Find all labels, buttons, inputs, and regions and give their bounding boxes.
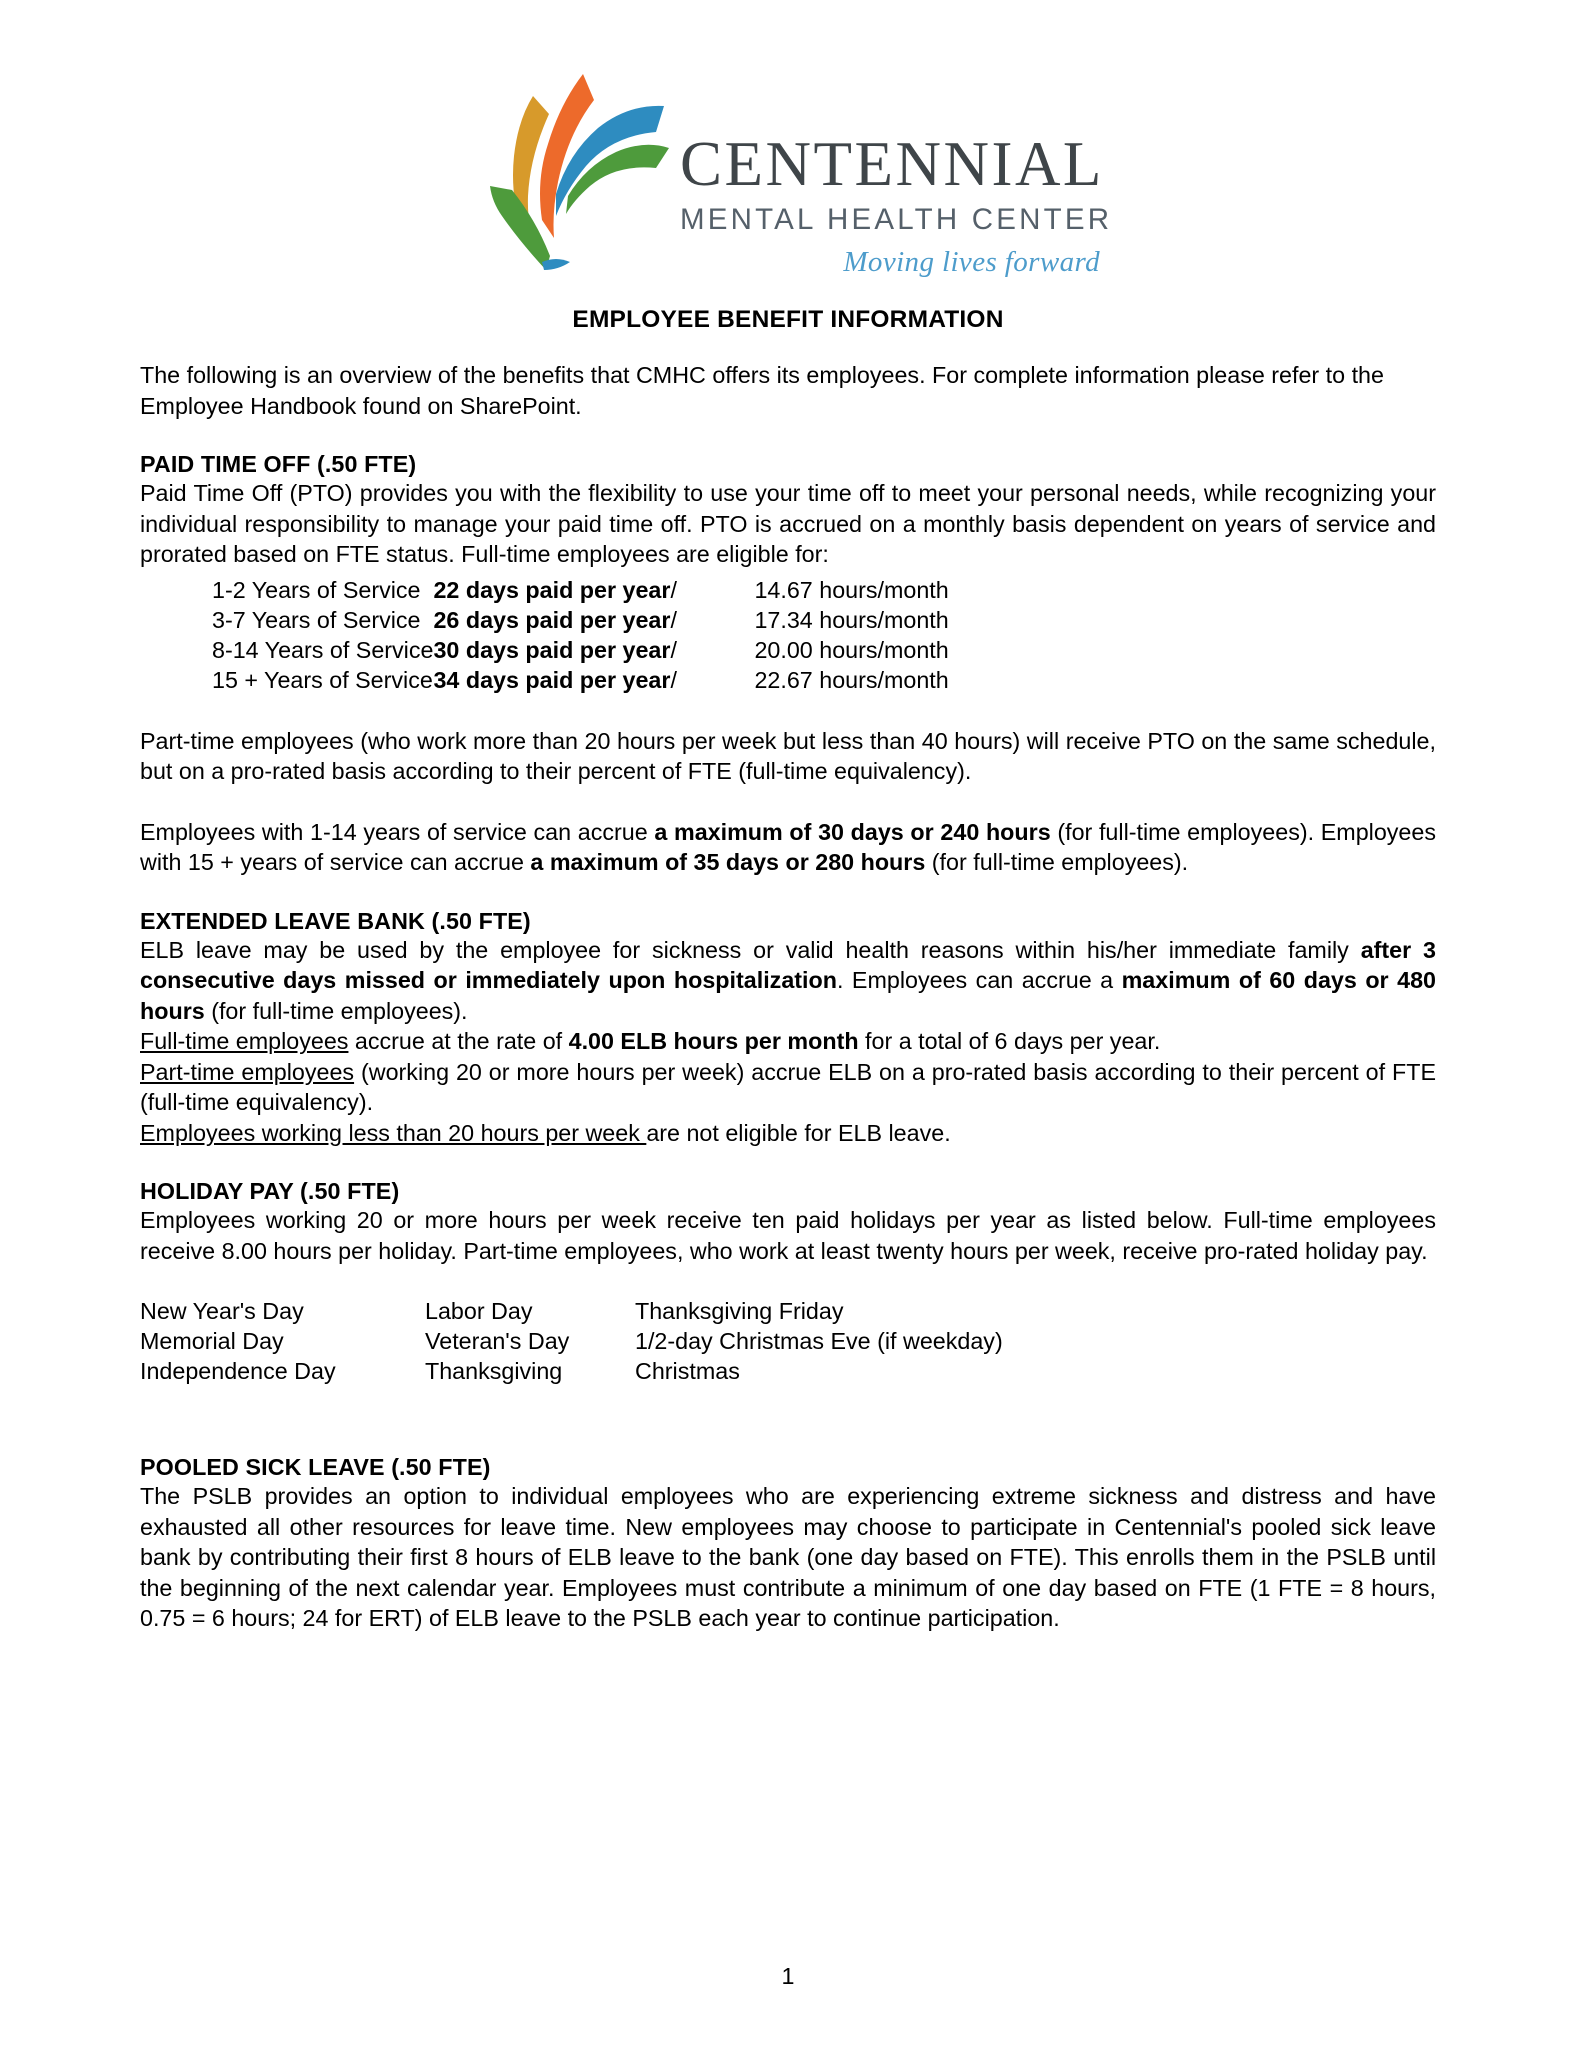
- holiday-body-paragraph: Employees working 20 or more hours per week receive ten paid holidays per year as listed below. Full-time employees receive 8.00 hours per holiday. Part-time employees, who work at least twenty hours per week, receive pro-rated holiday pay.: [140, 1207, 1436, 1264]
- holiday-cell: New Year's Day: [140, 1297, 304, 1324]
- pto-parttime-note: Part-time employees (who work more than 20 hours per week but less than 40 hours) will receive PTO on the same schedule, but on a pro-rated basis according to their percent of FTE (full-time equivalency).: [140, 727, 1436, 785]
- pto-days-cell: 30 days paid per year: [433, 637, 671, 664]
- pto-hours-cell: 14.67 hours/month: [754, 577, 949, 604]
- holiday-cell: Christmas: [635, 1357, 740, 1384]
- logo-subtitle: MENTAL HEALTH CENTER: [680, 203, 1113, 237]
- table-row: [212, 636, 949, 666]
- pto-years-cell: 1-2 Years of Service: [212, 577, 421, 604]
- elb-paragraph-2: [140, 1026, 1436, 1057]
- elb-underline-parttime: Part-time employees: [140, 1058, 355, 1085]
- elb-text-1b: . Employees can accrue a: [836, 967, 1122, 994]
- logo-wordmark: CENTENNIAL: [680, 129, 1104, 199]
- pto-hours-cell: 20.00 hours/month: [754, 637, 949, 664]
- section-heading-holiday-pay: HOLIDAY PAY (.50 FTE): [140, 1178, 400, 1205]
- elb-underline-fulltime: Full-time employees: [140, 1028, 349, 1055]
- holiday-list-table: [140, 1296, 1436, 1386]
- pto-days-cell: 26 days paid per year: [433, 607, 671, 634]
- elb-text-1c: (for full-time employees).: [204, 997, 468, 1024]
- pto-accrual-text-1: Employees with 1-14 years of service can accrue: [140, 818, 655, 845]
- holiday-cell: Independence Day: [140, 1357, 336, 1384]
- pto-slash-cell: /: [670, 637, 677, 664]
- elb-text-2a: accrue at the rate of: [348, 1028, 569, 1055]
- pto-hours-cell: 17.34 hours/month: [754, 607, 949, 634]
- company-logo: [140, 0, 1436, 284]
- section-heading-paid-time-off: PAID TIME OFF (.50 FTE): [140, 451, 417, 478]
- pto-accrual-bold-1: a maximum of 30 days or 240 hours: [654, 818, 1051, 845]
- elb-paragraph-3: [140, 1057, 1436, 1118]
- pto-accrual-text-3: (for full-time employees).: [925, 849, 1189, 876]
- holiday-cell: Labor Day: [425, 1297, 533, 1324]
- pto-years-cell: 8-14 Years of Service: [212, 637, 434, 664]
- table-row: [212, 606, 949, 636]
- pto-days-cell: 22 days paid per year: [433, 577, 671, 604]
- pto-slash-cell: /: [670, 577, 677, 604]
- table-row: [212, 666, 949, 696]
- table-row: [140, 1326, 1436, 1356]
- elb-text-4a: are not eligible for ELB leave.: [646, 1119, 951, 1146]
- holiday-cell: 1/2-day Christmas Eve (if weekday): [635, 1327, 1003, 1354]
- elb-bold-2: maximum of 60 days or 480 hours: [140, 967, 1436, 1024]
- section-heading-extended-leave-bank: EXTENDED LEAVE BANK (.50 FTE): [140, 907, 531, 934]
- pto-hours-cell: 22.67 hours/month: [754, 667, 949, 694]
- elb-text-3a: (working 20 or more hours per week) accrue ELB on a pro-rated basis according to their percent of FTE (full-time equivalency).: [140, 1058, 1436, 1116]
- elb-text-1a: ELB leave may be used by the employee for sickness or valid health reasons within his/her immediate family: [140, 936, 1361, 963]
- table-row: [140, 1356, 1436, 1386]
- logo-tagline: Moving lives forward: [843, 246, 1100, 279]
- pto-slash-cell: /: [670, 607, 677, 634]
- pto-accrual-text-2: (for full-time employees). Employees with 15 + years of service can accrue: [140, 818, 1436, 876]
- pto-accrual-bold-2: a maximum of 35 days or 280 hours: [530, 849, 926, 876]
- elb-paragraph-1: [140, 935, 1436, 1027]
- pto-accrual-table: [212, 576, 949, 696]
- intro-paragraph: The following is an overview of the benefits that CMHC offers its employees. For complete information please refer to the Employee Handbook found on SharePoint.: [140, 362, 1384, 419]
- pto-slash-cell: /: [670, 667, 677, 694]
- table-row: [140, 1296, 1436, 1326]
- holiday-cell: Thanksgiving Friday: [635, 1297, 844, 1324]
- holiday-cell: Veteran's Day: [425, 1327, 570, 1354]
- section-heading-pooled-sick-leave: POOLED SICK LEAVE (.50 FTE): [140, 1454, 491, 1481]
- pto-days-cell: 34 days paid per year: [433, 667, 671, 694]
- elb-text-2b: for a total of 6 days per year.: [858, 1028, 1161, 1055]
- pto-years-cell: 15 + Years of Service: [212, 667, 433, 694]
- centennial-swoosh-logo-icon: [486, 70, 676, 270]
- elb-bold-1: after 3 consecutive days missed or immediately upon hospitalization: [140, 936, 1436, 994]
- pto-years-cell: 3-7 Years of Service: [212, 607, 421, 634]
- pooled-sick-body-paragraph: The PSLB provides an option to individual employees who are experiencing extreme sickness and distress and have exhausted all other resources for leave time. New employees may choose to participate in Centennial's pooled sick leave bank by contributing their first 8 hours of ELB leave to the bank (one day based on FTE). This enrolls them in the PSLB until the beginning of the next calendar year. Employees must contribute a minimum of one day based on FTE (1 FTE = 8 hours, 0.75 = 6 hours; 24 for ERT) of ELB leave to the PSLB each year to continue participation.: [140, 1483, 1436, 1632]
- page-title: EMPLOYEE BENEFIT INFORMATION: [572, 306, 1004, 333]
- table-row: [212, 576, 949, 606]
- holiday-cell: Memorial Day: [140, 1327, 284, 1354]
- pto-body-paragraph: Paid Time Off (PTO) provides you with the flexibility to use your time off to meet your personal needs, while recognizing your individual responsibility to manage your paid time off. PTO is accrued on a monthly basis dependent on years of service and prorated based on FTE status. Full-time employees are eligible for:: [140, 480, 1436, 568]
- elb-bold-3: 4.00 ELB hours per month: [568, 1028, 859, 1055]
- pto-accrual-max-paragraph: [140, 817, 1436, 878]
- elb-paragraph-4: [140, 1118, 1436, 1149]
- elb-underline-under20: Employees working less than 20 hours per week: [140, 1119, 647, 1146]
- holiday-cell: Thanksgiving: [425, 1357, 563, 1384]
- page-number: 1: [781, 1963, 795, 1989]
